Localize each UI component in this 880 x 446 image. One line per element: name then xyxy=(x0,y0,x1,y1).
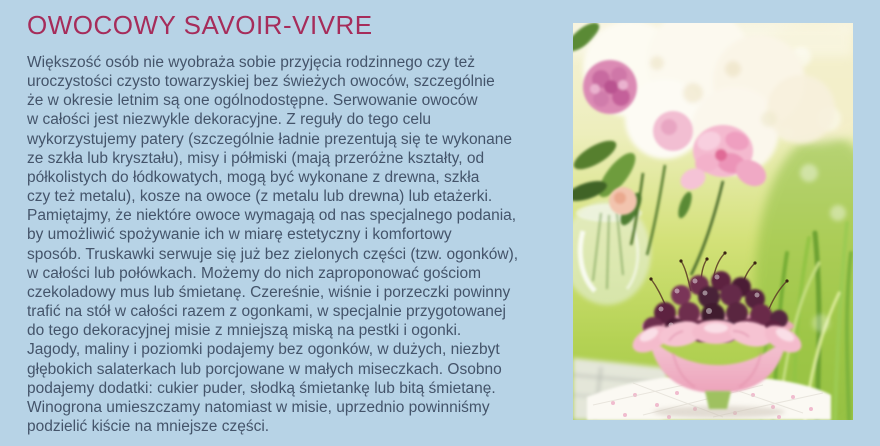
text-line: w całości jest niezwykle dekoracyjne. Z reguły do tego celu xyxy=(27,111,432,129)
text-line: sposób. Truskawki serwuje się już bez zielonych części (tzw. ogonków), xyxy=(27,245,519,263)
article-body xyxy=(27,53,575,436)
text-line: ze szkła lub kryształu), misy i półmiski (mają przeróżne kształty, od xyxy=(27,149,485,167)
text-line: uroczystości czysto towarzyskiej bez świeżych owoców, szczególnie xyxy=(27,73,495,91)
decorative-photo-peonies-and-cherries xyxy=(573,23,853,420)
article-title: OWOCOWY SAVOIR-VIVRE xyxy=(27,10,373,40)
text-line: Jagody, maliny i poziomki podajemy bez ogonków, w dużych, niezbyt xyxy=(27,341,500,359)
text-line: głębokich salaterkach lub porcjowane w małych miseczkach. Osobno xyxy=(27,360,502,378)
text-line: podajemy dodatki: cukier puder, słodką śmietankę lub bitą śmietanę. xyxy=(27,379,496,397)
text-line: w całości lub połówkach. Możemy do nich zaproponować gościom xyxy=(27,264,482,282)
text-line: podzielić kiście na mniejsze części. xyxy=(27,417,270,435)
peach-rose xyxy=(609,187,637,215)
text-line: trafić na stół w całości razem z ogonkami, w specjalnie przygotowanej xyxy=(27,303,506,321)
text-line: wykorzystujemy patery (szczególnie ładnie prezentują się te wykonane xyxy=(27,130,513,148)
text-line: do tego dekoracyjnej misie z mniejszą miską na pestki i ogonki. xyxy=(27,322,462,340)
text-line: Pamiętajmy, że niektóre owoce wymagają od nas specjalnego podania, xyxy=(27,207,517,225)
text-line: Winogrona umieszczamy natomiast w misie, uprzednio powinniśmy xyxy=(27,398,490,416)
text-line: by umożliwić spożywanie ich w miarę estetyczny i komfortowy xyxy=(27,226,452,244)
text-line: półkolistych do łódkowatych, mogą być wykonane z drewna, szkła xyxy=(27,168,480,186)
photo-illustration xyxy=(573,23,853,420)
text-line: czekoladowy mus lub śmietanę. Czereśnie, wiśnie i porzeczki powinny xyxy=(27,283,511,301)
text-line: czy też metalu), kosze na owoce (z metalu lub drewna) lub etażerki. xyxy=(27,188,493,206)
article-paragraph xyxy=(27,53,575,436)
text-line: Większość osób nie wyobraża sobie przyjęcia rodzinnego czy też xyxy=(27,54,475,71)
magenta-peony xyxy=(583,60,637,114)
text-line: że w okresie letnim są one ogólnodostępne. Serwowanie owoców xyxy=(27,92,478,110)
